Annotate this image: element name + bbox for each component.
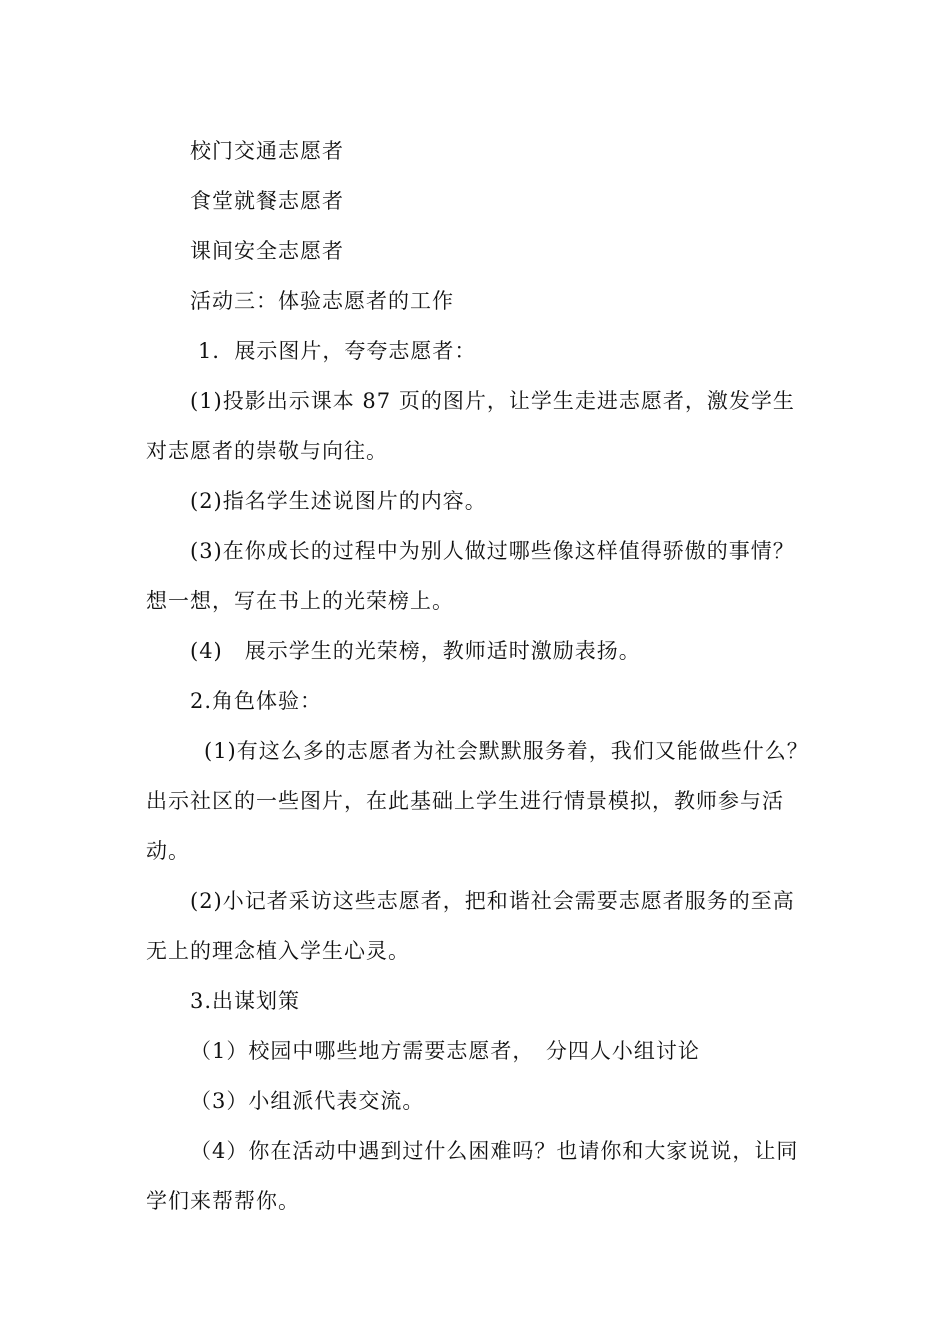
paragraph-line: (1)投影出示课本 87 页的图片，让学生走进志愿者，激发学生: [190, 389, 795, 413]
paragraph-line: 校门交通志愿者: [190, 139, 344, 163]
paragraph-line: 动。: [146, 839, 190, 863]
paragraph-line: (1)有这么多的志愿者为社会默默服务着，我们又能做些什么？: [204, 739, 809, 763]
paragraph-line: 对志愿者的崇敬与向往。: [146, 439, 388, 463]
paragraph-line: (2)小记者采访这些志愿者，把和谐社会需要志愿者服务的至高: [190, 889, 795, 913]
paragraph-line: （4）你在活动中遇到过什么困难吗？也请你和大家说说，让同: [190, 1139, 799, 1163]
paragraph-line: 学们来帮帮你。: [146, 1189, 300, 1213]
section-heading: 活动三：体验志愿者的工作: [190, 289, 454, 313]
paragraph-line: 出示社区的一些图片，在此基础上学生进行情景模拟，教师参与活: [146, 789, 784, 813]
list-item-heading: 3.出谋划策: [190, 989, 301, 1013]
paragraph-line: 课间安全志愿者: [190, 239, 344, 263]
paragraph-line: 食堂就餐志愿者: [190, 189, 344, 213]
list-item-heading: 2.角色体验：: [190, 689, 323, 713]
paragraph-line: （3）小组派代表交流。: [190, 1089, 425, 1113]
paragraph-line: （1）校园中哪些地方需要志愿者， 分四人小组讨论: [190, 1039, 700, 1063]
paragraph-line: (2)指名学生述说图片的内容。: [190, 489, 487, 513]
paragraph-line: 想一想，写在书上的光荣榜上。: [146, 589, 454, 613]
list-item-heading: 1．展示图片，夸夸志愿者：: [198, 339, 477, 363]
paragraph-line: (4) 展示学生的光荣榜，教师适时激励表扬。: [190, 639, 641, 663]
paragraph-line: 无上的理念植入学生心灵。: [146, 939, 410, 963]
paragraph-line: (3)在你成长的过程中为别人做过哪些像这样值得骄傲的事情？: [190, 539, 795, 563]
